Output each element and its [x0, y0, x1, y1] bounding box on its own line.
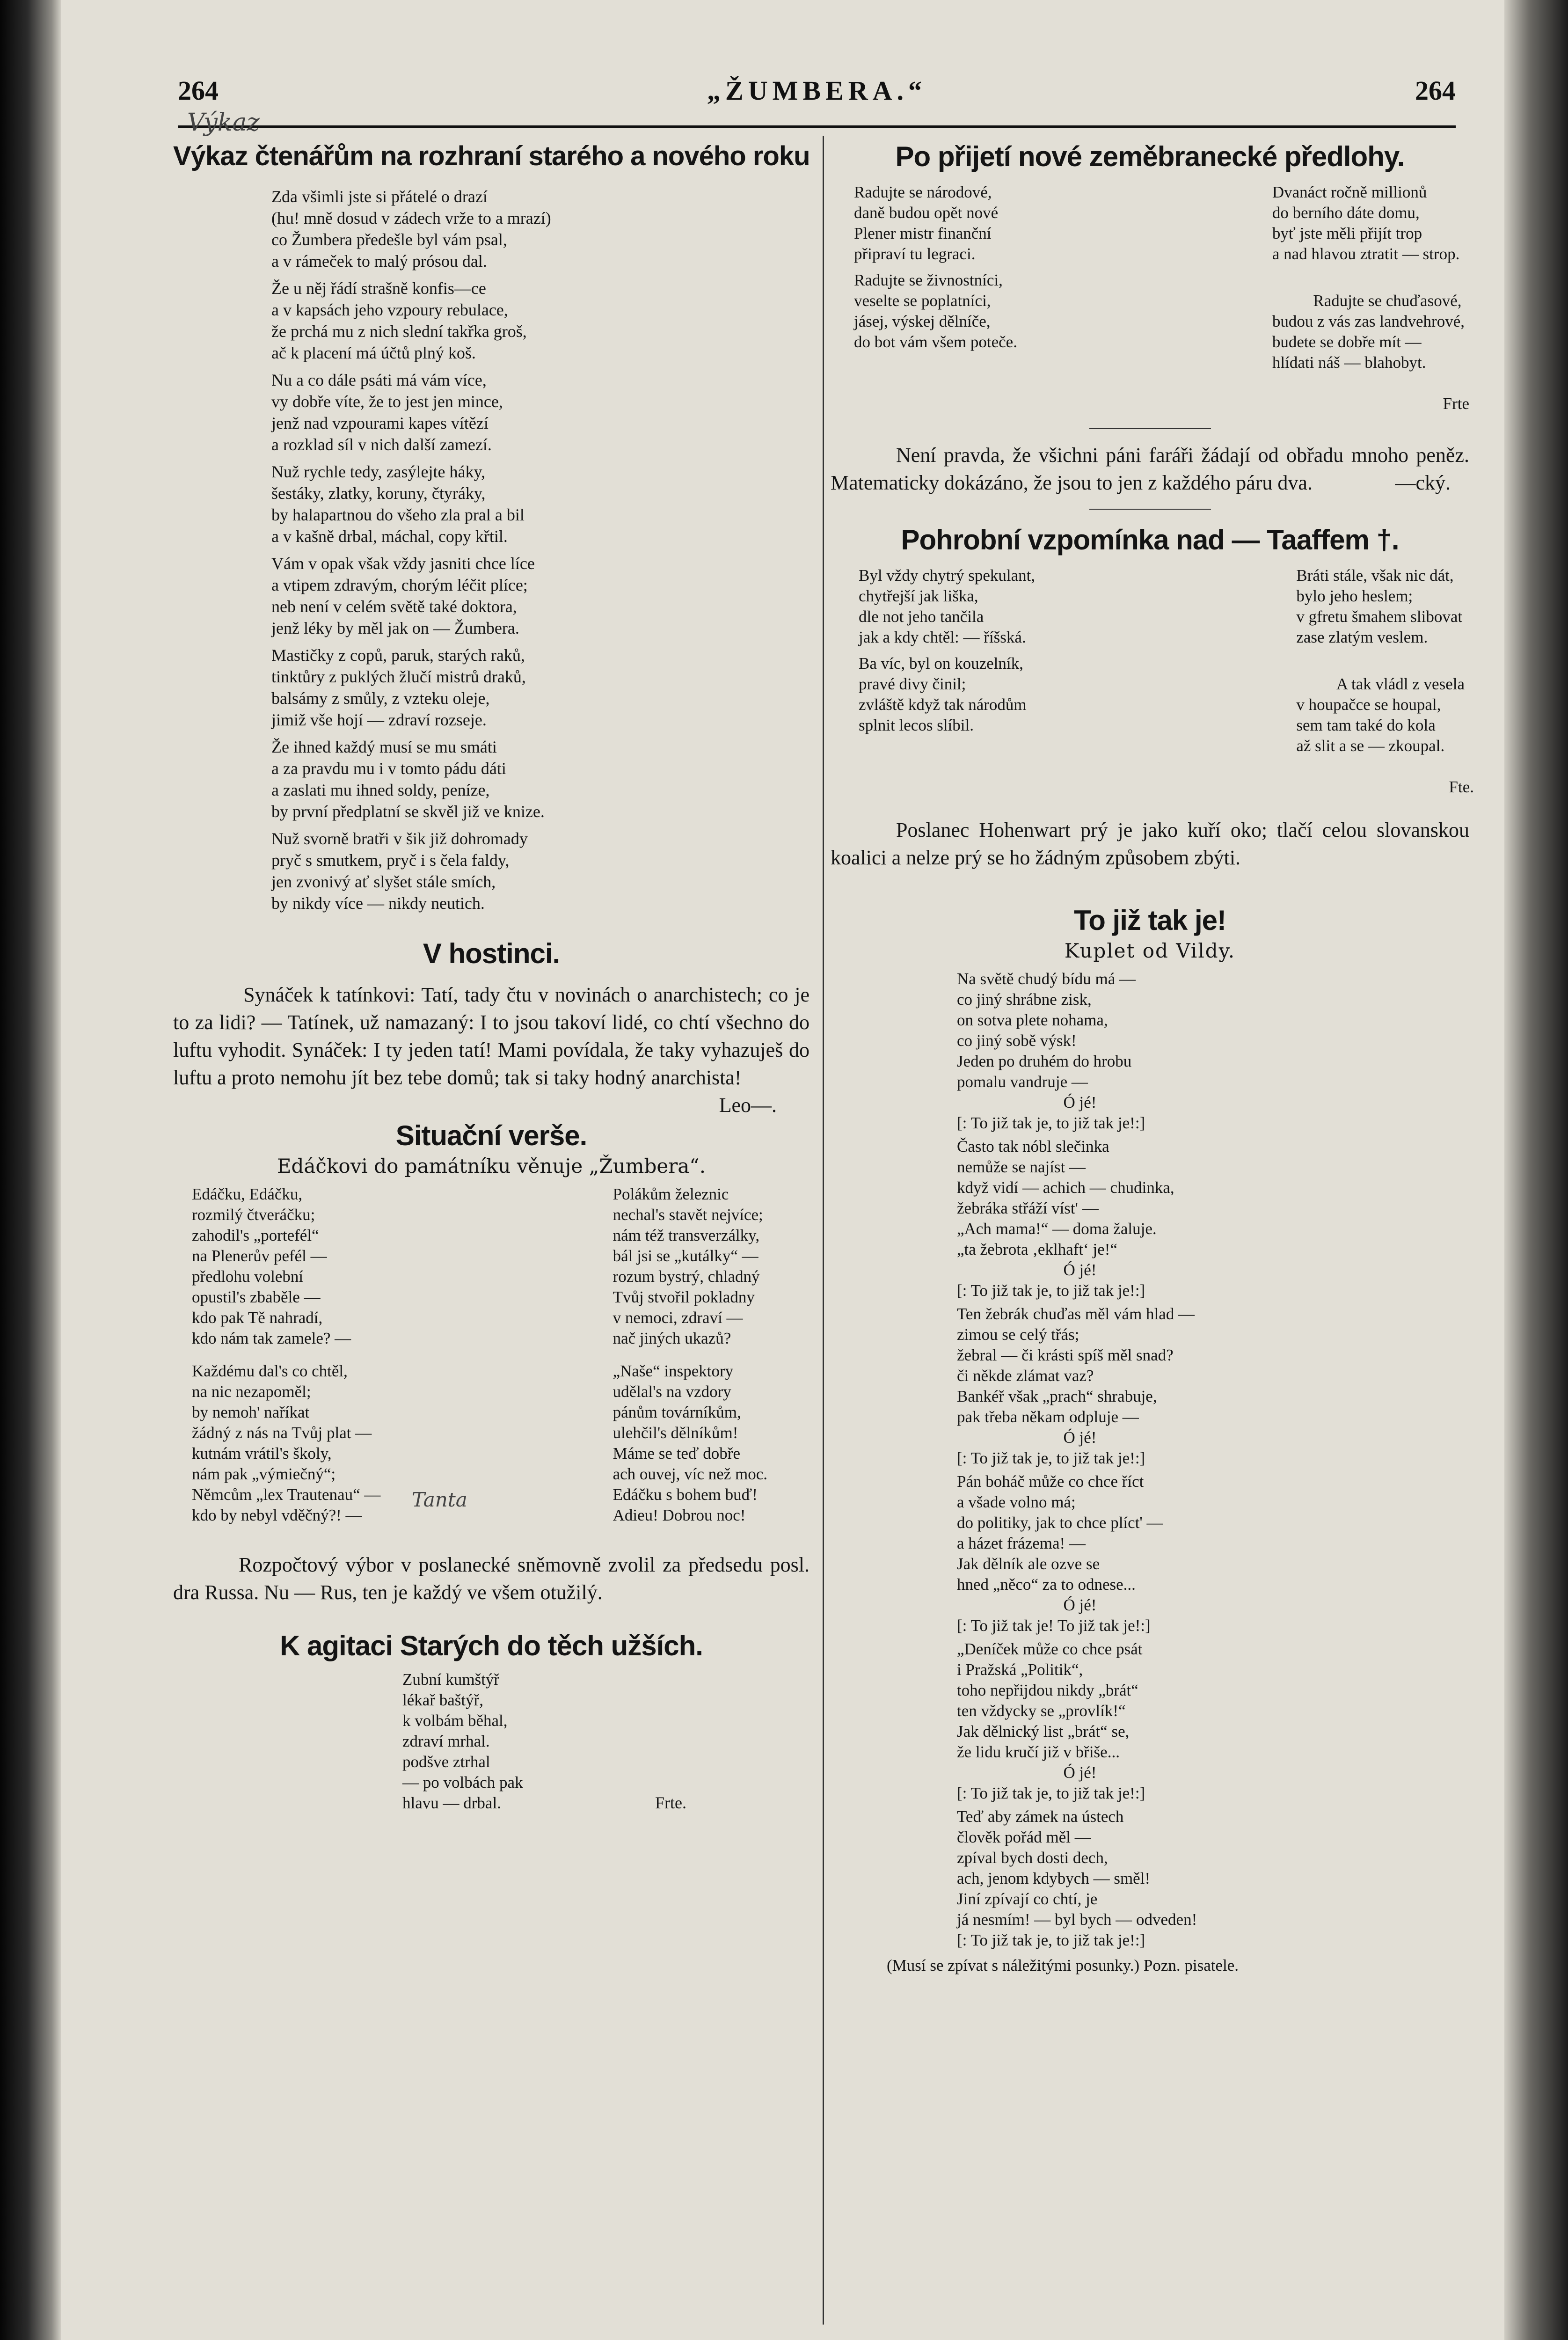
taaffe-stanza: Bráti stále, však nic dát, bylo jeho heslem; v gfretu šmahem slibovat zase zlatým veslem.	[1296, 566, 1463, 646]
vykaz-stanza: Vám v opak však vždy jasniti chce líce a vtipem zdravým, chorým léčit plíce; neb není v celém světě také doktora, jenž léky by měl jak on — Žumbera.	[271, 554, 535, 637]
page-number-left: 264	[178, 75, 219, 106]
vykaz-title: Výkaz čtenářům na rozhraní starého a nového roku	[173, 141, 810, 171]
vykaz-stanza: Nu a co dále psáti má vám více, vy dobře víte, že to jest jen mince, jenž nad vzpourami kapes vítězí a rozklad síl v nich další zamezí.	[271, 371, 503, 454]
agitaci-title: K agitaci Starých do těch užších.	[280, 1630, 703, 1661]
tak-stanza: Na světě chudý bídu má — co jiný shrábne zisk, on sotva plete nohama, co jiný sobě výsk! Jeden po druhém do hrobu pomalu vandruje — Ó jé! [: To již tak je, to již tak je!:]	[957, 970, 1145, 1132]
taaffe-signature: Fte.	[1449, 778, 1474, 796]
predloha-stanza: Radujte se chuďasové, budou z vás zas landvehrové, budete se dobře mít — hlídati náš — blahobyt.	[1272, 292, 1465, 372]
tak-verses	[957, 969, 1469, 1951]
situacni-stanza: Každému dal's co chtěl, na nic nezapoměl; by nemoh' naříkat žádný z nás na Tvůj plat — kutnám vrátil's školy, nám pak „výmiečný“; Němcům „lex Trautenau“ — kdo by nebyl vděčný?! —	[192, 1362, 381, 1524]
predloha-verses	[831, 182, 1469, 414]
vykaz-stanza: Že ihned každý musí se mu smáti a za pravdu mu i v tomto pádu dáti a zaslati mu ihned soldy, peníze, by první předplatní se skvěl již ve knize.	[271, 738, 545, 821]
left-column	[173, 140, 810, 1814]
predloha-col2	[1272, 182, 1469, 414]
tak-stanza: Teď aby zámek na ústech člověk pořád měl — zpíval bych dosti dech, ach, jenom kdybych — směl! Jiní zpívají co chtí, je já nesmím! — byl bych — odveden! [: To již tak je, to již tak je!:]	[957, 1807, 1197, 1949]
taaffe-stanza: Ba víc, byl on kouzelník, pravé divy činil; zvláště když tak národům splnit lecos slíbil.	[859, 654, 1027, 734]
taaffe-col2	[1296, 565, 1474, 797]
predloha-stanza: Radujte se živnostníci, veselte se poplatníci, jásej, výskej dělníče, do bot vám všem poteče.	[854, 271, 1017, 351]
divider	[1089, 428, 1211, 429]
taaffe-stanza: Byl vždy chytrý spekulant, chytřejší jak liška, dle not jeho tančila jak a kdy chtěl: — říšská.	[859, 566, 1036, 646]
tak-subtitle: Kuplet od Vildy.	[1064, 939, 1236, 962]
predloha-col1	[854, 182, 1017, 414]
tak-stanza: Pán boháč může co chce říct a všade volno má; do politiky, jak to chce plíct' — a házet frázema! — Jak dělník ale ozve se hned „něco“ za to odnese... Ó jé! [: To již tak je! To již tak je!:]	[957, 1472, 1163, 1635]
situacni-stanza: „Naše“ inspektory udělal's na vzdory pánům továrníkům, ulehčil's dělníkům! Máme se teď dobře ach ouvej, víc než moc. Edáčku s bohem buď! Adieu! Dobrou noc!	[613, 1362, 767, 1524]
farari-body: Není pravda, že všichni páni faráři žádají od obřadu mnoho peněz. Matematicky dokázáno, že jsou to jen z každého páru dva.	[831, 444, 1469, 494]
vykaz-stanza: Nuž svorně bratři v šik již dohromady pryč s smutkem, pryč i s čela faldy, jen zvonivý ať slyšet stále smích, by nikdy více — nikdy neutich.	[271, 829, 528, 913]
taaffe-col1	[859, 565, 1035, 797]
tak-stanza: „Deníček může co chce psát i Pražská „Politik“, toho nepřijdou nikdy „brát“ ten vždycky se „provlík!“ Jak dělnický list „brát“ se, že lidu kručí již v břiše... Ó jé! [: To již tak je, to již tak je!:]	[957, 1640, 1145, 1802]
agitaci-signature: Frte.	[655, 1793, 686, 1812]
taaffe-title: Pohrobní vzpomínka nad — Taaffem †.	[901, 524, 1399, 556]
taaffe-stanza: A tak vládl z vesela v houpačce se houpal, sem tam také do kola až slit a se — zkoupal.	[1296, 675, 1465, 755]
taaffe-stanza-last	[1296, 653, 1474, 797]
page-edge	[1504, 0, 1568, 2340]
predloha-stanza: Radujte se národové, daně budou opět nové Plener mistr finanční připraví tu legraci.	[854, 183, 999, 263]
header-rule	[178, 125, 1456, 128]
taaffe-verses	[831, 565, 1474, 797]
situacni-verses	[173, 1184, 810, 1526]
hostinci-title: V hostinci.	[423, 938, 560, 969]
predloha-signature: Frte	[1443, 395, 1469, 413]
newspaper-title: „ŽUMBERA.“	[707, 75, 926, 106]
situacni-subtitle: Edáčkovi do památníku věnuje „Žumbera“.	[277, 1155, 706, 1177]
hostinci-body: Synáček k tatínkovi: Tatí, tady čtu v novinách o anarchistech; co je to za lidi? — Tatínek, už namazaný: I to jsou takoví lidé, co chtí všechno do luftu vyhodit. Synáček: I ty jeden tatí! Mami povídala, že taky vyhazuješ do luftu a proto nemohu jít bez tebe domů; tak si taky hodný anarchista!	[173, 983, 810, 1089]
situacni-stanza: Edáčku, Edáčku, rozmilý čtveráčku; zahodil's „portefél“ na Plenerův pefél — předlohu volební opustil's zbaběle — kdo pak Tě nahradí, kdo nám tak zamele? —	[192, 1185, 351, 1347]
predloha-stanza-last	[1272, 270, 1469, 414]
book-gutter	[0, 0, 61, 2340]
page-header	[178, 66, 1456, 108]
rozpoctovy-text: Rozpočtový výbor v poslanecké sněmovně zvolil za předsedu posl. dra Russa. Nu — Rus, ten je každý ve všem otužilý.	[173, 1553, 810, 1604]
farari-signature: —cký.	[1395, 471, 1451, 494]
situacni-col2	[613, 1184, 767, 1526]
agitaci-stanza: Zubní kumštýř lékař baštýř, k volbám běhal, zdraví mrhal. podšve ztrhal — po volbách pak hlavu — drbal.	[402, 1670, 523, 1812]
hohenwart-text: Poslanec Hohenwart prý je jako kuří oko; tlačí celou slovanskou koalici a nelze prý se ho žádným způsobem zbýti.	[831, 819, 1469, 869]
tak-note: (Musí se zpívat s náležitými posunky.) Pozn. pisatele.	[887, 1956, 1239, 1974]
predloha-stanza: Dvanáct ročně millionů do berního dáte domu, byť jste měli přijít trop a nad hlavou ztratit — strop.	[1272, 183, 1460, 263]
column-separator	[823, 136, 824, 2325]
handwritten-note-vykaz: Výkaz	[187, 109, 260, 137]
farari-text	[831, 441, 1469, 497]
tak-title: To již tak je!	[1074, 905, 1226, 936]
handwritten-note-margin: Tanta	[412, 1488, 467, 1511]
vykaz-stanza: Zda všimli jste si přátelé o drazí (hu! mně dosud v zádech vrže to a mrazí) co Žumbera předešle byl vám psal, a v rámeček to malý prósou dal.	[271, 187, 551, 271]
situacni-stanza: Polákům železnic nechal's stavět nejvíce; nám též transverzálky, bál jsi se „kutálky“ — rozum bystrý, chladný Tvůj stvořil pokladny v nemoci, zdraví — nač jiných ukazů?	[613, 1185, 763, 1347]
situacni-col1	[192, 1184, 380, 1526]
vykaz-stanza: Mastičky z copů, paruk, starých raků, tinktůry z puklých žlučí mistrů draků, balsámy z smůly, z vzteku oleje, jimiž vše hojí — zdraví rozseje.	[271, 646, 526, 729]
hostinci-signature: Leo—.	[719, 1094, 777, 1117]
right-column	[831, 140, 1474, 1976]
agitaci-block	[402, 1669, 810, 1814]
situacni-title: Situační verše.	[395, 1120, 587, 1151]
vykaz-stanza: Že u něj řádí strašně konfis—ce a v kapsách jeho vzpoury rebulace, že prchá mu z nich slední takřka groš, ač k placení má účtů plný koš.	[271, 279, 527, 362]
tak-stanza: Často tak nóbl slečinka nemůže se najíst — když vidí — achich — chudinka, žebráka střáží víst' — „Ach mama!“ — doma žaluje. „ta žebrota ‚eklhaft‘ je!“ Ó jé! [: To již tak je, to již tak je!:]	[957, 1137, 1174, 1300]
vykaz-stanza: Nuž rychle tedy, zasýlejte háky, šestáky, zlatky, koruny, čtyráky, by halapartnou do všeho zla pral a bil a v kašně drbal, máchal, copy křtil.	[271, 462, 525, 546]
tak-stanza: Ten žebrák chuďas měl vám hlad — zimou se celý třás; žebral — či krásti spíš měl snad? či někde zlámat vaz? Bankéř však „prach“ shrabuje, pak třeba někam odpluje — Ó jé! [: To již tak je, to již tak je!:]	[957, 1305, 1195, 1467]
predloha-title: Po přijetí nové zeměbranecké předlohy.	[895, 141, 1405, 172]
page-number-right: 264	[1415, 75, 1456, 106]
divider	[1089, 509, 1211, 510]
hostinci-text	[173, 981, 810, 1117]
